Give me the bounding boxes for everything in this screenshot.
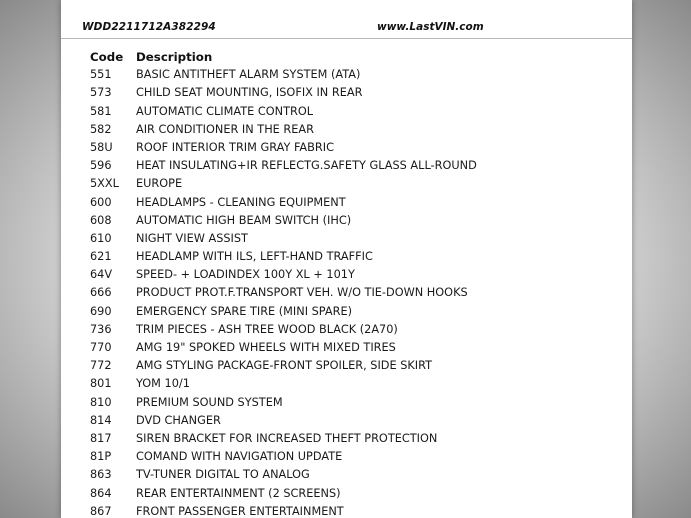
option-code: 690 bbox=[90, 304, 112, 318]
option-code: 666 bbox=[90, 286, 112, 300]
option-description: REAR ENTERTAINMENT (2 SCREENS) bbox=[136, 486, 341, 500]
option-description: AUTOMATIC CLIMATE CONTROL bbox=[136, 104, 314, 118]
option-code: 610 bbox=[90, 231, 112, 245]
option-code: 621 bbox=[90, 250, 112, 264]
option-description: HEAT INSULATING+IR REFLECTG.SAFETY GLASS ALL-ROUND bbox=[136, 159, 477, 173]
option-description: FRONT PASSENGER ENTERTAINMENT bbox=[136, 504, 344, 518]
option-description: AUTOMATIC HIGH BEAM SWITCH (IHC) bbox=[136, 213, 352, 227]
option-description: ROOF INTERIOR TRIM GRAY FABRIC bbox=[136, 140, 334, 154]
option-description: SPEED- + LOADINDEX 100Y XL + 101Y bbox=[136, 268, 355, 282]
option-description: PRODUCT PROT.F.TRANSPORT VEH. W/O TIE-DOWN HOOKS bbox=[136, 286, 468, 300]
option-description: PREMIUM SOUND SYSTEM bbox=[136, 395, 283, 409]
option-description: HEADLAMPS - CLEANING EQUIPMENT bbox=[136, 195, 346, 209]
option-description: NIGHT VIEW ASSIST bbox=[136, 231, 248, 245]
option-code: 810 bbox=[90, 395, 112, 409]
option-description: AMG STYLING PACKAGE-FRONT SPOILER, SIDE SKIRT bbox=[136, 359, 433, 373]
option-description: CHILD SEAT MOUNTING, ISOFIX IN REAR bbox=[136, 86, 363, 100]
site-url: www.LastVIN.com bbox=[377, 21, 484, 33]
option-description: SIREN BRACKET FOR INCREASED THEFT PROTECTION bbox=[136, 431, 438, 445]
option-description: AIR CONDITIONER IN THE REAR bbox=[136, 122, 314, 136]
option-description: HEADLAMP WITH ILS, LEFT-HAND TRAFFIC bbox=[136, 250, 373, 264]
document-page bbox=[61, 0, 632, 518]
option-code: 81P bbox=[90, 450, 112, 464]
option-code: 867 bbox=[90, 504, 112, 518]
option-description: YOM 10/1 bbox=[136, 377, 190, 391]
option-code: 770 bbox=[90, 341, 112, 354]
option-code: 58U bbox=[90, 140, 113, 154]
option-description: AMG 19" SPOKED WHEELS WITH MIXED TIRES bbox=[136, 341, 396, 354]
option-description: DVD CHANGER bbox=[136, 413, 221, 427]
option-code: 5XXL bbox=[90, 177, 119, 191]
option-description: BASIC ANTITHEFT ALARM SYSTEM (ATA) bbox=[136, 68, 361, 82]
option-code: 581 bbox=[90, 104, 112, 118]
option-code: 596 bbox=[90, 159, 112, 173]
option-code: 801 bbox=[90, 377, 112, 391]
option-code: 817 bbox=[90, 431, 112, 445]
option-code: 64V bbox=[90, 268, 113, 282]
option-description: TRIM PIECES - ASH TREE WOOD BLACK (2A70) bbox=[136, 322, 398, 336]
option-code: 573 bbox=[90, 86, 112, 100]
column-header-description: Description bbox=[136, 50, 213, 64]
page-header bbox=[61, 0, 632, 39]
option-description: COMAND WITH NAVIGATION UPDATE bbox=[136, 450, 343, 464]
option-code: 600 bbox=[90, 195, 112, 209]
option-description: EMERGENCY SPARE TIRE (MINI SPARE) bbox=[136, 304, 353, 318]
option-code: 582 bbox=[90, 122, 112, 136]
option-code: 551 bbox=[90, 68, 112, 82]
column-header-code: Code bbox=[90, 50, 124, 64]
option-code: 772 bbox=[90, 359, 112, 373]
option-description: EUROPE bbox=[136, 177, 183, 191]
option-code: 608 bbox=[90, 213, 112, 227]
vin-number: WDD2211712A382294 bbox=[82, 21, 216, 33]
option-description: TV-TUNER DIGITAL TO ANALOG bbox=[136, 468, 310, 482]
option-code: 864 bbox=[90, 486, 112, 500]
option-code: 863 bbox=[90, 468, 112, 482]
option-code: 736 bbox=[90, 322, 112, 336]
option-code: 814 bbox=[90, 413, 112, 427]
